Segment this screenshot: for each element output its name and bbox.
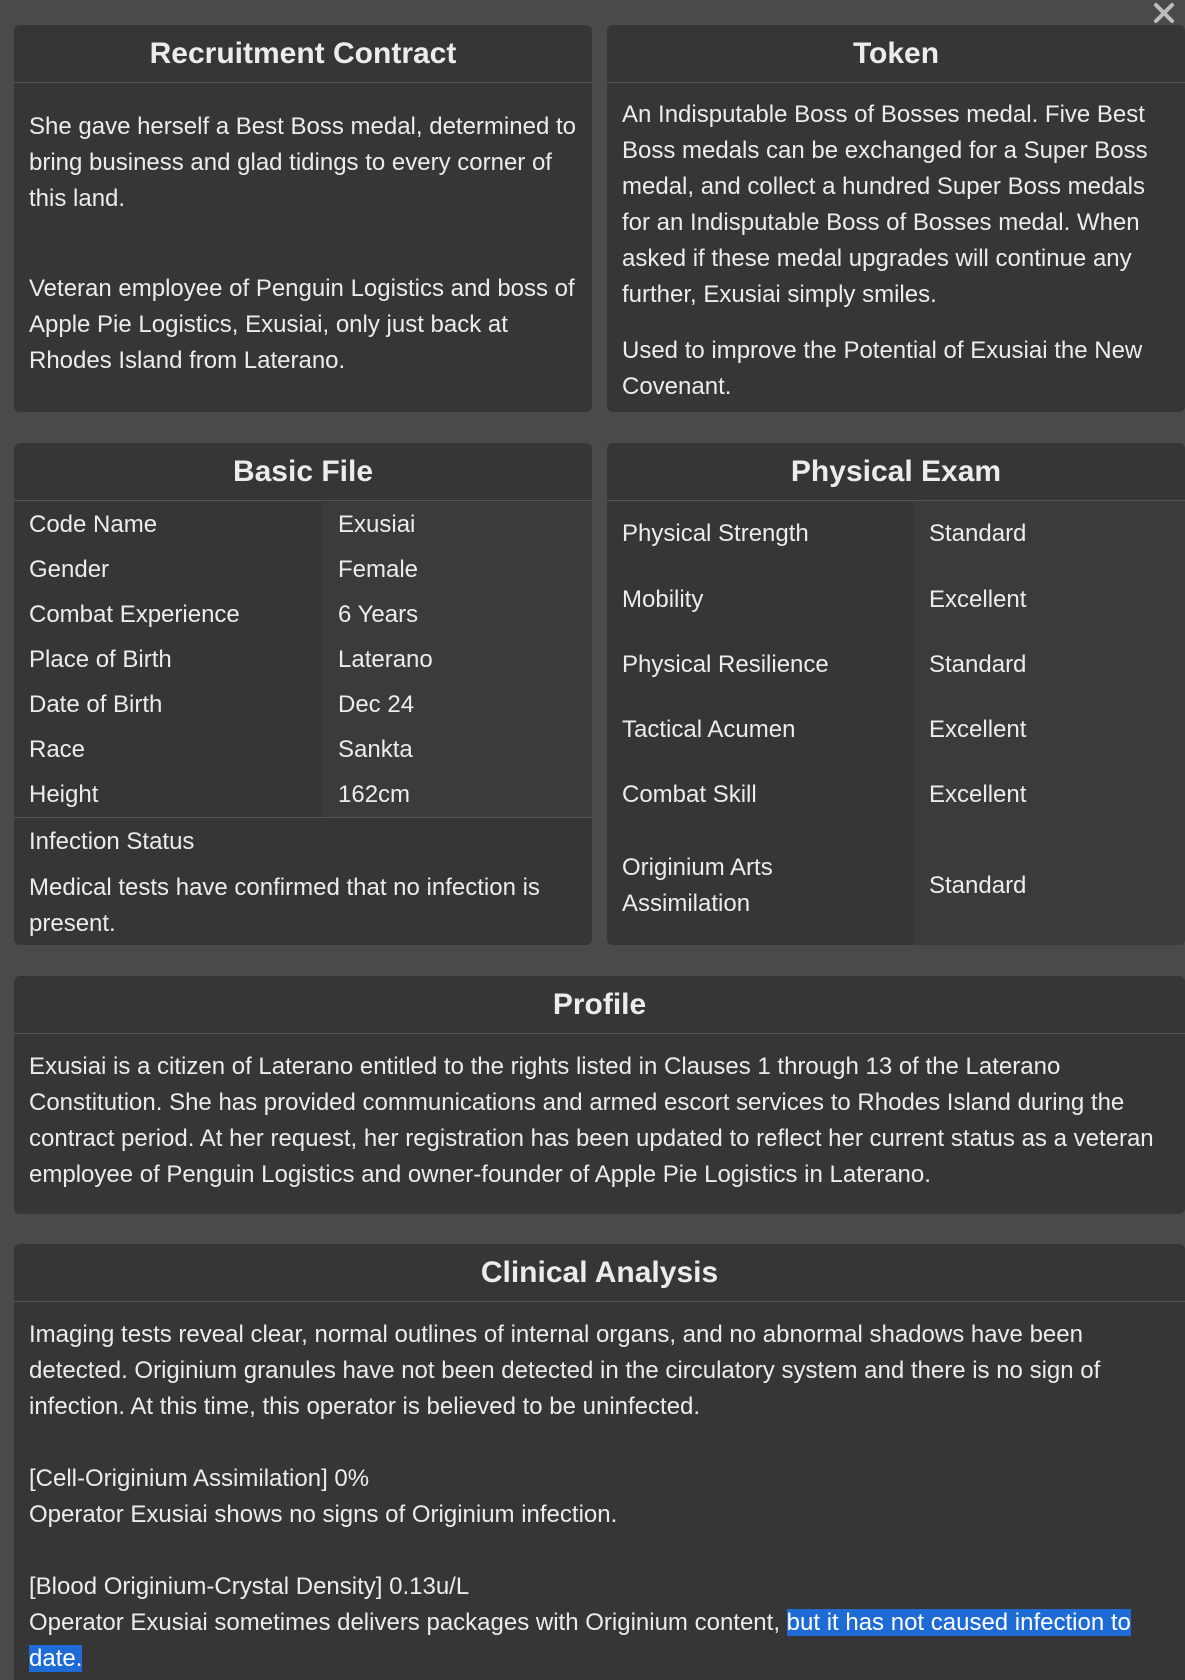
recruitment-paragraph: She gave herself a Best Boss medal, determined to bring business and glad tidings to every corner of this land.	[29, 113, 576, 212]
blood-density-text	[29, 1605, 1177, 1677]
profile-card	[14, 976, 1185, 1214]
row-value: Excellent	[914, 697, 1185, 762]
physical-exam-card	[607, 443, 1185, 945]
table-row	[607, 697, 1185, 762]
token-title: Token	[607, 25, 1185, 83]
table-row	[14, 502, 592, 547]
clinical-analysis-title: Clinical Analysis	[14, 1244, 1185, 1302]
recruitment-paragraph: Veteran employee of Penguin Logistics and boss of Apple Pie Logistics, Exusiai, only just back at Rhodes Island from Laterano.	[29, 275, 575, 374]
table-row	[607, 632, 1185, 697]
recruitment-contract-card	[14, 25, 592, 412]
selected-text[interactable]: but it has not caused infection to date.	[29, 1609, 1131, 1672]
basic-file-table	[14, 501, 592, 817]
row-value: Standard	[914, 632, 1185, 697]
physical-exam-table	[607, 501, 1185, 945]
profile-text: Exusiai is a citizen of Laterano entitled to the rights listed in Clauses 1 through 13 of the Laterano Constitution. She has provided communications and armed escort services to Rhodes Island during the contract period. At her request, her registration has been updated to reflect her current status as a veteran employee of Penguin Logistics and owner-founder of Apple Pie Logistics in Laterano.	[29, 1053, 1154, 1188]
row-key: Physical Resilience	[622, 650, 829, 678]
physical-exam-title: Physical Exam	[607, 443, 1185, 501]
row-key: Gender	[14, 547, 323, 592]
row-key: Mobility	[622, 585, 704, 613]
blood-density-text-plain: Operator Exusiai sometimes delivers packages with Originium content,	[29, 1609, 787, 1636]
row-value: Sankta	[323, 727, 592, 772]
row-key: Originium Arts Assimilation	[622, 854, 773, 917]
row-key: Tactical Acumen	[622, 715, 796, 743]
row-value: Dec 24	[323, 682, 592, 727]
row-key: Code Name	[14, 502, 323, 547]
blood-density-label: [Blood Originium-Crystal Density] 0.13u/L	[29, 1573, 470, 1600]
token-paragraph: An Indisputable Boss of Bosses medal. Five Best Boss medals can be exchanged for a Super Boss medal, and collect a hundred Super Boss medals for an Indisputable Boss of Bosses medal. When asked if these medal upgrades will continue any further, Exusiai simply smiles.	[622, 101, 1148, 308]
row-key: Combat Experience	[14, 592, 323, 637]
row-value: 162cm	[323, 772, 592, 817]
basic-file-card	[14, 443, 592, 945]
table-row	[14, 727, 592, 772]
cell-assimilation-label: [Cell-Originium Assimilation] 0%	[29, 1465, 370, 1492]
clinical-intro: Imaging tests reveal clear, normal outlines of internal organs, and no abnormal shadows have been detected. Originium granules have not been detected in the circulatory system and there is no sign of infection. At this time, this operator is believed to be uninfected.	[29, 1321, 1101, 1420]
table-row	[607, 762, 1185, 827]
table-row	[14, 772, 592, 817]
row-key: Height	[14, 772, 323, 817]
row-value: Standard	[914, 501, 1185, 567]
infection-status	[14, 817, 592, 942]
row-key: Physical Strength	[622, 520, 809, 547]
infection-status-label: Infection Status	[29, 828, 195, 855]
table-row	[14, 637, 592, 682]
row-value: Standard	[914, 827, 1185, 945]
table-row	[14, 682, 592, 727]
table-row	[607, 567, 1185, 632]
row-key: Race	[14, 727, 323, 772]
profile-title: Profile	[14, 976, 1185, 1034]
row-key: Place of Birth	[14, 637, 323, 682]
row-value: Excellent	[914, 762, 1185, 827]
row-key: Date of Birth	[14, 682, 323, 727]
table-row	[14, 547, 592, 592]
row-value: Exusiai	[323, 502, 592, 547]
recruitment-contract-title: Recruitment Contract	[14, 25, 592, 83]
row-value: Excellent	[914, 567, 1185, 632]
clinical-analysis-card	[14, 1244, 1185, 1680]
token-paragraph: Used to improve the Potential of Exusiai the New Covenant.	[622, 337, 1143, 400]
close-icon[interactable]	[1151, 0, 1177, 26]
token-card	[607, 25, 1185, 412]
row-value: Laterano	[323, 637, 592, 682]
cell-assimilation-text: Operator Exusiai shows no signs of Originium infection.	[29, 1501, 618, 1528]
row-key: Combat Skill	[622, 780, 757, 808]
basic-file-title: Basic File	[14, 443, 592, 501]
infection-status-text: Medical tests have confirmed that no infection is present.	[29, 874, 540, 937]
table-row	[607, 501, 1185, 567]
row-value: 6 Years	[323, 592, 592, 637]
table-row	[14, 592, 592, 637]
table-row	[607, 827, 1185, 945]
row-value: Female	[323, 547, 592, 592]
